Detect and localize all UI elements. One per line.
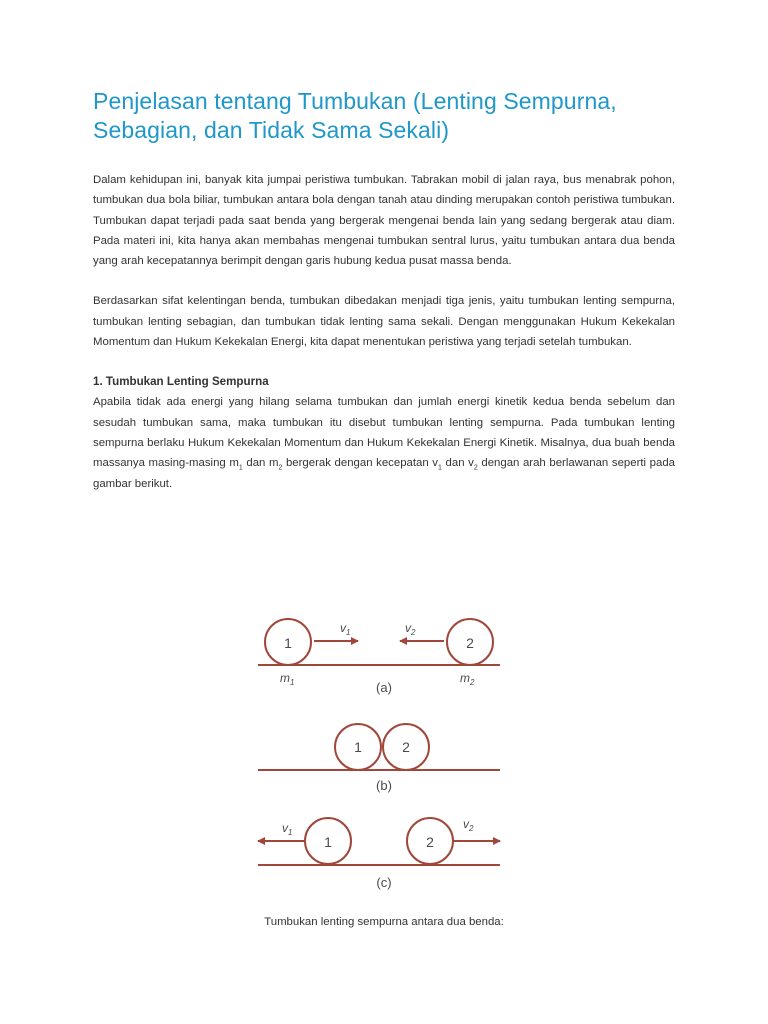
collision-figure bbox=[248, 610, 510, 900]
text-segment: dan m bbox=[242, 457, 279, 470]
velocity-1-label: $v_1$ bbox=[282, 821, 293, 837]
text-segment: dengan arah berlawanan seperti pada gambar berikut. bbox=[93, 457, 676, 490]
subscript: 1 bbox=[438, 464, 442, 472]
collision-diagram bbox=[248, 610, 510, 900]
velocity-2-label: $v_2$ bbox=[463, 817, 474, 833]
subscript: 2 bbox=[278, 464, 283, 472]
mass-2-label: $m_2$ bbox=[460, 671, 475, 687]
ball-2-label: 2 bbox=[402, 739, 410, 755]
velocity-1-label: $v_1$ bbox=[340, 621, 351, 637]
mass-1-label: $m_1$ bbox=[280, 671, 295, 687]
ball-1-label: 1 bbox=[324, 834, 332, 850]
article bbox=[93, 87, 675, 494]
ball-1-label: 1 bbox=[284, 635, 292, 651]
intro-paragraph: Dalam kehidupan ini, banyak kita jumpai peristiwa tumbukan. Tabrakan mobil di jalan raya, bus menabrak pohon, tumbukan dua bola biliar, tumbukan antara bola dengan tanah atau dinding merupakan contoh peristiwa tumbukan. Tumbukan dapat terjadi pada saat benda yang bergerak mengenai benda lain yang sedang bergerak atau diam. Pada materi ini, kita hanya akan membahas mengenai tumbukan sentral lurus, yaitu tumbukan antara dua benda yang arah kecepatannya berimpit dengan garis hubung kedua pusat massa benda. bbox=[93, 174, 675, 268]
ball-2-label: 2 bbox=[466, 635, 474, 651]
lenting-sempurna-paragraph bbox=[93, 392, 675, 493]
ball-2-label: 2 bbox=[426, 834, 434, 850]
panel-c-label: (c) bbox=[376, 875, 392, 890]
subscript: 1 bbox=[238, 464, 243, 472]
text-segment: Apabila tidak ada energi yang hilang selama tumbukan dan jumlah energi kinetik kedua benda sebelum dan sesudah tumbukan sama, maka tumbukan itu disebut tumbukan lenting sempurna. Pada tumbukan lenting sempurna berlaku Hukum Kekekalan Momentum dan Hukum Kekekalan Energi Kinetik. Misalnya, dua buah benda massanya masing-masing m bbox=[93, 396, 675, 470]
text-segment: dan v bbox=[441, 457, 474, 470]
panel-a bbox=[258, 619, 500, 695]
article-title: Penjelasan tentang Tumbukan (Lenting Sempurna, Sebagian, dan Tidak Sama Sekali) bbox=[93, 88, 617, 143]
panel-a-label: (a) bbox=[376, 680, 392, 695]
panel-b-label: (b) bbox=[376, 778, 392, 793]
panel-c bbox=[258, 817, 500, 890]
subscript: 2 bbox=[473, 464, 478, 472]
panel-b bbox=[258, 724, 500, 793]
section-heading-lenting-sempurna: 1. Tumbukan Lenting Sempurna bbox=[93, 375, 269, 389]
types-paragraph: Berdasarkan sifat kelentingan benda, tumbukan dibedakan menjadi tiga jenis, yaitu tumbukan lenting sempurna, tumbukan lenting sebagian, dan tumbukan tidak lenting sama sekali. Dengan menggunakan Hukum Kekekalan Momentum dan Hukum Kekekalan Energi, kita dapat menentukan peristiwa yang terjadi setelah tumbukan. bbox=[93, 295, 675, 349]
figure-caption: Tumbukan lenting sempurna antara dua benda: bbox=[264, 916, 504, 928]
ball-1-label: 1 bbox=[354, 739, 362, 755]
velocity-2-label: $v_2$ bbox=[405, 621, 416, 637]
text-segment: bergerak dengan kecepatan v bbox=[282, 457, 439, 470]
